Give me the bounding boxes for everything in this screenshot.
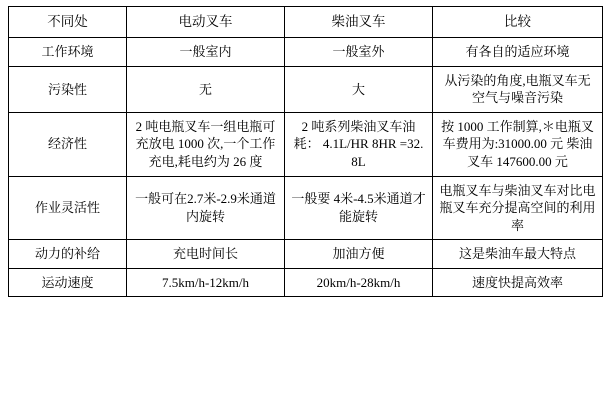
row-label-economy: 经济性: [9, 112, 127, 176]
cell-diesel-pollution: 大: [285, 66, 433, 112]
cell-electric-economy: 2 吨电瓶叉车一组电瓶可充放电 1000 次,一个工作充电,耗电约为 26 度: [127, 112, 285, 176]
cell-electric-speed: 7.5km/h-12km/h: [127, 268, 285, 297]
cell-comparison-power-supply: 这是柴油车最大特点: [433, 240, 603, 269]
row-label-flexibility: 作业灵活性: [9, 176, 127, 240]
cell-electric-power-supply: 充电时间长: [127, 240, 285, 269]
cell-comparison-flexibility: 电瓶叉车与柴油叉车对比电瓶叉车充分提高空间的利用率: [433, 176, 603, 240]
row-label-work-environment: 工作环境: [9, 38, 127, 67]
row-label-pollution: 污染性: [9, 66, 127, 112]
table-row: [9, 268, 603, 297]
row-label-power-supply: 动力的补给: [9, 240, 127, 269]
table-row: [9, 176, 603, 240]
table-row: [9, 38, 603, 67]
cell-comparison-economy: 按 1000 工作制算,＊电瓶叉车费用为:31000.00 元 柴油叉车 147600.00 元: [433, 112, 603, 176]
column-header-comparison: 比较: [433, 7, 603, 38]
cell-comparison-work-environment: 有各自的适应环境: [433, 38, 603, 67]
row-label-speed: 运动速度: [9, 268, 127, 297]
cell-electric-pollution: 无: [127, 66, 285, 112]
column-header-difference: 不同处: [9, 7, 127, 38]
cell-diesel-economy: 2 吨系列柴油叉车油耗： 4.1L/HR 8HR =32.8L: [285, 112, 433, 176]
cell-diesel-work-environment: 一般室外: [285, 38, 433, 67]
table-row: [9, 240, 603, 269]
table-body: [9, 38, 603, 297]
cell-diesel-flexibility: 一般要 4米-4.5米通道才能旋转: [285, 176, 433, 240]
column-header-diesel-forklift: 柴油叉车: [285, 7, 433, 38]
table-header: [9, 7, 603, 38]
comparison-table: [8, 6, 603, 297]
table-header-row: [9, 7, 603, 38]
table-row: [9, 112, 603, 176]
cell-diesel-power-supply: 加油方便: [285, 240, 433, 269]
column-header-electric-forklift: 电动叉车: [127, 7, 285, 38]
cell-electric-work-environment: 一般室内: [127, 38, 285, 67]
cell-comparison-speed: 速度快提高效率: [433, 268, 603, 297]
cell-comparison-pollution: 从污染的角度,电瓶叉车无空气与噪音污染: [433, 66, 603, 112]
cell-electric-flexibility: 一般可在2.7米-2.9米通道内旋转: [127, 176, 285, 240]
table-row: [9, 66, 603, 112]
cell-diesel-speed: 20km/h-28km/h: [285, 268, 433, 297]
